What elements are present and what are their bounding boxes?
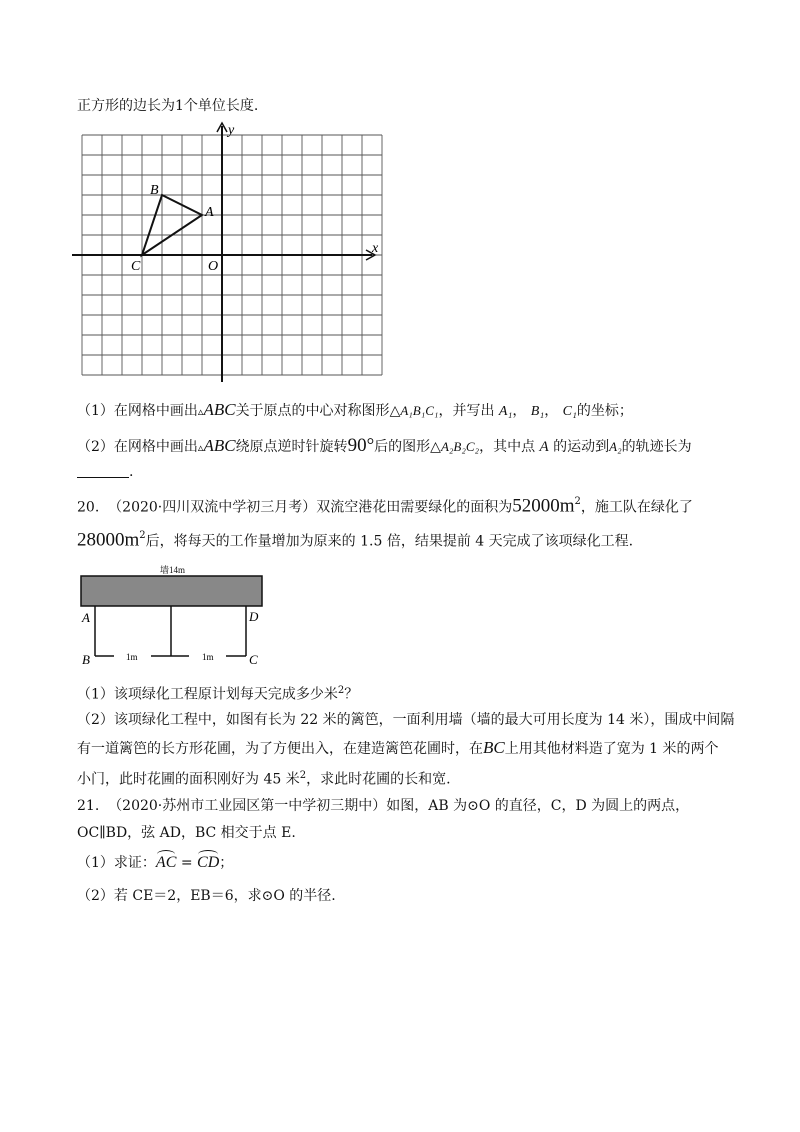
q20-part2-line3-text: 小门，此时花圃的面积刚好为 45 米 — [77, 771, 300, 788]
q20-part1: （1）该项绿化工程原计划每天完成多少米$^2$？ — [77, 685, 359, 703]
coordinate-grid-figure — [70, 118, 390, 388]
wall-label: 墙14m — [160, 565, 186, 575]
q19-part1-c1: C₁ — [562, 404, 577, 419]
q19-part2-tail: ，其中点 — [479, 439, 536, 455]
q20-part2-line2-a: 有一道篱笆的长方形花圃，为了方便出入，在建造篱笆花圃时，在 — [77, 741, 483, 757]
q20-part2-line2-b: 上用其他材料造了宽为 1 米的两个 — [504, 741, 719, 757]
label-a: A — [82, 610, 90, 625]
q21-line1 — [77, 796, 689, 816]
q20-number: 20. — [77, 499, 100, 516]
q20-part1-text: （1）该项绿化工程原计划每天完成多少米 — [77, 686, 338, 703]
q20-part2-line2 — [77, 738, 719, 759]
q19-part1-sym: A₁B₁C₁ — [400, 403, 439, 418]
point-a-label: A — [205, 205, 214, 220]
q19-part2-mid: 绕原点逆时针旋转 — [235, 439, 348, 455]
q21-part1-prefix: （1）求证： — [77, 855, 156, 871]
q19-part1-prefix: （1）在网格中画出 — [77, 403, 198, 419]
point-b-label: B — [150, 183, 159, 198]
q20-part2-line1: （2）该项绿化工程中，如图有长为 22 米的篱笆，一面利用墙（墙的最大可用长度为 14 米），围成中间隔 — [77, 712, 735, 728]
garden-fence-figure — [74, 556, 274, 668]
q19-part2-tail2: 的运动到 — [553, 439, 610, 455]
label-c: C — [249, 652, 258, 667]
q21-part2: （2）若 CE＝2，EB＝6，求⊙O 的半径. — [77, 888, 336, 904]
answer-blank[interactable] — [77, 463, 129, 478]
q19-part2-prefix: （2）在网格中画出 — [77, 439, 198, 455]
q19-part2-a2: A₂ — [609, 439, 622, 454]
q20-part2-line3: 小门，此时花圃的面积刚好为 45 米$^2$，求此时花圃的长和宽. — [77, 770, 451, 788]
q19-part1-tail: ，并写出 — [438, 403, 495, 419]
y-axis-label: y — [228, 123, 235, 138]
q21-eq: = — [180, 855, 193, 871]
x-axis-label: x — [372, 241, 379, 256]
intro-text: 正方形的边长为1个单位长度. — [77, 98, 259, 114]
q19-part1-tri: ABC — [203, 400, 236, 419]
gate-label-2: 1m — [202, 652, 214, 662]
q19-answer-blank-line — [77, 462, 133, 482]
label-b: B — [82, 652, 90, 667]
q19-part2-tri: ABC — [203, 436, 236, 455]
triangle-abc — [142, 195, 202, 255]
q20-part1-end: ？ — [344, 686, 359, 703]
q20-line1: 20. （2020·四川双流中学初三月考）双流空港花田需要绿化的面积为$52000m^2$，施工队在绿化了 — [77, 495, 693, 517]
q19-part2-sym: A₂B₂C₂ — [440, 439, 480, 454]
q21-number: 21. — [77, 798, 100, 814]
q21-part1 — [77, 853, 233, 873]
arc-cd: CD — [197, 854, 220, 871]
q19-part1-a1: A₁ — [498, 404, 513, 419]
gate-label-1: 1m — [126, 652, 138, 662]
q20-text2: 后，将每天的工作量增加为原来的 1.5 倍，结果提前 4 天完成了该项绿化工程. — [145, 533, 634, 550]
q19-part2-a: A — [539, 439, 549, 455]
q19-part1-mid: 关于原点的中心对称图形 — [235, 403, 390, 419]
q19-part1-b1: B₁ — [530, 404, 545, 419]
q21-line2: OC∥BD，弦 AD，BC 相交于点 E. — [77, 825, 296, 841]
point-c-label: C — [131, 259, 141, 274]
q20-text1: ，施工队在绿化了 — [580, 499, 693, 516]
q20-line2: $28000m^2$后，将每天的工作量增加为原来的 1.5 倍，结果提前 4 天完成了该项绿化工程. — [77, 529, 634, 551]
q20-area1: 52000m — [512, 495, 575, 517]
wall — [81, 576, 262, 606]
q21-part1-end: ； — [219, 855, 234, 871]
q21-line1-text: （2020·苏州市工业园区第一中学初三期中）如图，AB 为⊙O 的直径，C，D 为圆上的两点， — [108, 798, 690, 814]
q20-part2-bc: BC — [483, 738, 505, 757]
label-d: D — [249, 609, 259, 624]
q19-part1: （1）在网格中画出▵ABC关于原点的中心对称图形△A₁B₁C₁，并写出 A₁， B₁， C₁的坐标； — [77, 400, 633, 419]
q20-source: （2020·四川双流中学初三月考）双流空港花田需要绿化的面积为 — [108, 499, 513, 516]
q19-part1-end: 的坐标； — [576, 403, 633, 419]
arc-ac: AC — [155, 854, 177, 871]
q20-part2-line3-end: ，求此时花圃的长和宽. — [306, 771, 451, 788]
q20-area2: 28000m — [77, 529, 140, 551]
q19-part2-after: 后的图形 — [374, 439, 431, 455]
origin-label: O — [208, 259, 219, 274]
q19-part2-end: 的轨迹长为 — [621, 439, 692, 455]
q19-blank-dot: . — [129, 464, 134, 480]
q19-part2: （2）在网格中画出▵ABC绕原点逆时针旋转90°后的图形△A₂B₂C₂，其中点 A 的运动到A₂的轨迹长为 — [77, 435, 692, 456]
q19-part2-angle: 90° — [347, 435, 375, 456]
